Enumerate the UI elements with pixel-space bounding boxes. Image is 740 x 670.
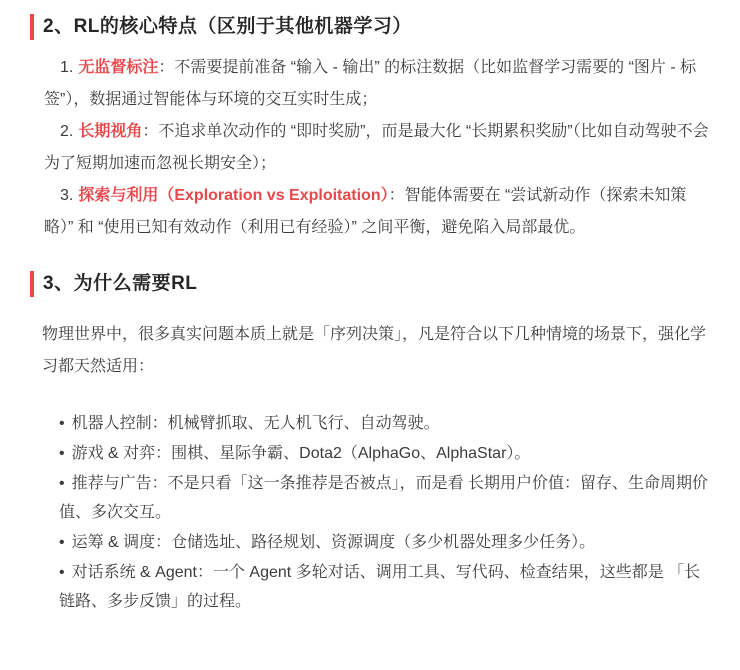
list-item [59,409,710,438]
bullet-icon: • [59,475,65,492]
item-term-highlight: 长期视角 [78,123,143,140]
list-item-text: 游戏 & 对弈：围棋、星际争霸、Dota2（AlphaGo、AlphaStar）。 [71,445,531,462]
item-text: ：不追求单次动作的 “即时奖励”，而是最大化 “长期累积奖励”（比如自动驾驶不会为了短期加速而忽视长期安全）； [44,123,709,172]
bullet-icon: • [59,415,65,432]
list-item-text: 对话系统 & Agent：一个 Agent 多轮对话、调用工具、写代码、检查结果，这些都是 「长链路、多步反馈」的过程。 [59,564,701,610]
bullet-icon: • [59,534,65,551]
intro-paragraph: 物理世界中，很多真实问题本质上就是「序列决策」，凡是符合以下几种情境的场景下，强化学习都天然适用： [42,326,707,375]
list-item [59,439,710,468]
item-text: ：智能体需要在 “尝试新动作（探索未知策略）” 和 “使用已知有效动作（利用已有经验）” 之间平衡，避免陷入局部最优。 [44,187,687,236]
section-why-rl [30,271,710,616]
item-number: 3. [60,187,74,204]
item-number: 1. [60,59,74,76]
item-term-highlight: 探索与利用（Exploration vs Exploitation） [78,187,389,204]
bullet-icon: • [59,445,65,462]
item-text: ：不需要提前准备 “输入 - 输出” 的标注数据（比如监督学习需要的 “图片 - 标签”），数据通过智能体与环境的交互实时生成； [44,59,697,108]
item-number: 2. [60,123,74,140]
bullet-icon: • [59,564,65,581]
section-rl-core-features [30,14,710,244]
list-item [59,469,710,527]
bullet-list [59,409,710,616]
list-item [59,558,710,616]
list-item-text: 运筹 & 调度：仓储选址、路径规划、资源调度（多少机器处理多少任务）。 [71,534,596,551]
list-item [59,528,710,557]
numbered-item-1 [44,52,710,116]
list-item-text: 机器人控制：机械臂抓取、无人机飞行、自动驾驶。 [71,415,440,432]
numbered-list [44,52,710,244]
list-item-text: 推荐与广告：不是只看「这一条推荐是否被点」，而是看 长期用户价值：留存、生命周期价值、多次交互。 [59,475,709,521]
item-term-highlight: 无监督标注 [78,59,159,76]
section-heading-rl-core-features: 2、RL的核心特点（区别于其他机器学习） [30,14,710,40]
numbered-item-2 [44,116,710,180]
numbered-item-3 [44,180,710,244]
section-heading-why-rl: 3、为什么需要RL [30,271,710,297]
